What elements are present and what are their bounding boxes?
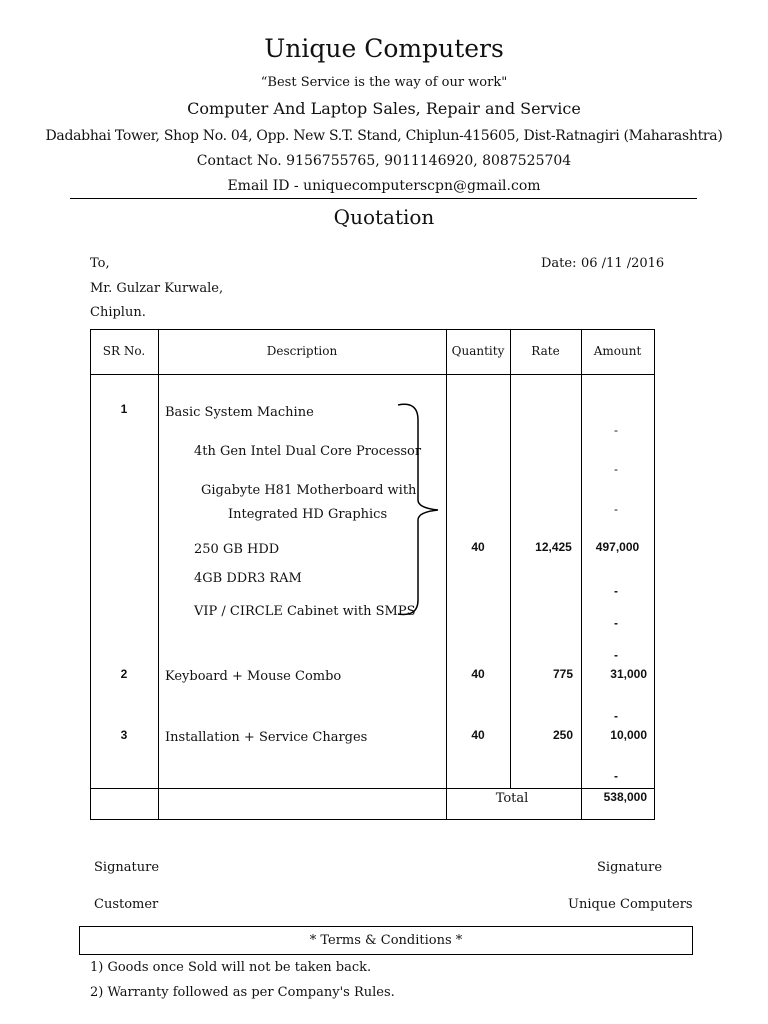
date-value: 06 /11 /2016: [581, 256, 665, 271]
amount-dash: -: [614, 616, 618, 630]
item1-component: VIP / CIRCLE Cabinet with SMPS: [194, 604, 416, 619]
to-label: To,: [90, 256, 110, 271]
item1-component: Gigabyte H81 Motherboard with: [201, 483, 417, 498]
item1-sr: 1: [120, 402, 128, 416]
curly-brace-icon: [396, 400, 444, 620]
address-line: Dadabhai Tower, Shop No. 04, Opp. New S.T. Stand, Chiplun-415605, Dist-Ratnagiri (Maharashtra): [45, 128, 723, 144]
item1-quantity: 40: [471, 540, 485, 554]
table-border-bottom: [90, 819, 655, 820]
customer-label: Customer: [94, 897, 159, 912]
terms-item: 2) Warranty followed as per Company's Rules.: [90, 985, 395, 1000]
col-divider-desc: [446, 329, 447, 820]
item1-rate: 12,425: [535, 540, 572, 554]
col-header-rate: Rate: [531, 344, 560, 358]
col-divider-qty: [510, 329, 511, 789]
amount-dash: -: [614, 648, 618, 662]
customer-signature-label: Signature: [94, 860, 160, 875]
recipient-city: Chiplun.: [90, 305, 146, 320]
amount-dash: -: [614, 502, 618, 516]
item1-component: 4GB DDR3 RAM: [194, 571, 302, 586]
col-header-description: Description: [266, 344, 338, 358]
item3-amount: 10,000: [610, 728, 647, 742]
item2-title: Keyboard + Mouse Combo: [165, 669, 342, 684]
item1-title: Basic System Machine: [165, 405, 314, 420]
terms-item: 1) Goods once Sold will not be taken back.: [90, 960, 372, 975]
company-label: Unique Computers: [568, 897, 693, 912]
item1-component: 4th Gen Intel Dual Core Processor: [194, 444, 422, 459]
amount-dash: -: [614, 462, 618, 476]
total-amount: 538,000: [603, 790, 647, 804]
terms-box: [79, 926, 693, 955]
amount-dash: -: [614, 584, 618, 598]
table-total-divider: [90, 788, 655, 789]
col-header-quantity: Quantity: [451, 344, 505, 358]
col-header-sr: SR No.: [102, 344, 146, 358]
contact-line: Contact No. 9156755765, 9011146920, 8087525704: [196, 153, 572, 169]
table-header-divider: [90, 374, 655, 375]
company-signature-label: Signature: [597, 860, 663, 875]
amount-dash: -: [614, 769, 618, 783]
item2-rate: 775: [552, 667, 573, 681]
col-header-amount: Amount: [593, 344, 642, 358]
table-border-right: [654, 329, 655, 820]
item2-quantity: 40: [471, 667, 485, 681]
company-name: Unique Computers: [264, 34, 504, 63]
table-border-top: [90, 329, 655, 330]
item3-quantity: 40: [471, 728, 485, 742]
item2-amount: 31,000: [610, 667, 647, 681]
terms-title: * Terms & Conditions *: [309, 933, 463, 948]
item2-sr: 2: [120, 667, 128, 681]
services-line: Computer And Laptop Sales, Repair and Service: [187, 99, 581, 118]
tagline: “Best Service is the way of our work": [260, 75, 508, 90]
email-line: Email ID - uniquecomputerscpn@gmail.com: [227, 178, 541, 194]
col-divider-sr: [158, 329, 159, 820]
item1-amount: 497,000: [595, 540, 640, 554]
item3-sr: 3: [120, 728, 128, 742]
date-label: Date:: [541, 256, 577, 271]
item1-component: 250 GB HDD: [194, 542, 280, 557]
header-divider: [70, 198, 697, 199]
item3-title: Installation + Service Charges: [165, 730, 368, 745]
item3-rate: 250: [552, 728, 573, 742]
total-label: Total: [495, 791, 529, 806]
amount-dash: -: [614, 423, 618, 437]
col-divider-rate: [581, 329, 582, 820]
amount-dash: -: [614, 709, 618, 723]
recipient-name: Mr. Gulzar Kurwale,: [90, 281, 224, 296]
item1-component: Integrated HD Graphics: [228, 507, 388, 522]
document-title: Quotation: [333, 205, 435, 229]
